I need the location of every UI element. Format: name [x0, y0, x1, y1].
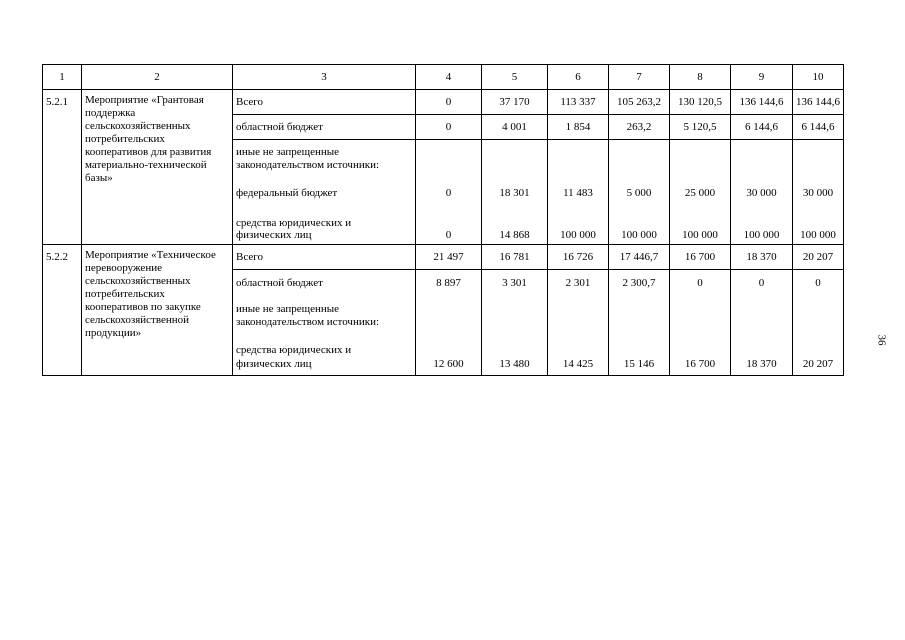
source-label: федеральный бюджет: [236, 187, 338, 199]
value-cell: 263,2: [609, 115, 670, 140]
header-cell: 9: [731, 65, 793, 90]
value-cell: 16 700: [684, 358, 716, 370]
value-cell: 2 300,7: [622, 277, 656, 289]
budget-table: [42, 64, 844, 376]
value-cell: 17 446,7: [609, 245, 670, 270]
value-cell: 0: [815, 277, 821, 289]
source-label: иные не запрещенные: [236, 303, 340, 315]
value-cell: 136 144,6: [731, 90, 793, 115]
value-cell: 0: [445, 229, 452, 241]
value-cell: 5 000: [626, 187, 652, 199]
value-cell: 21 497: [416, 245, 482, 270]
header-cell: 4: [416, 65, 482, 90]
page-number: 36: [875, 334, 888, 346]
value-cell: 0: [416, 115, 482, 140]
value-cell: 14 425: [562, 358, 594, 370]
header-cell: 7: [609, 65, 670, 90]
value-cell: 113 337: [548, 90, 609, 115]
value-cell: 2 301: [565, 277, 591, 289]
source-label: законодательством источники:: [236, 316, 380, 328]
value-cell: 16 726: [548, 245, 609, 270]
header-cell: 5: [482, 65, 548, 90]
value-cell: 6 144,6: [731, 115, 793, 140]
value-cell: 136 144,6: [793, 90, 844, 115]
header-cell: 10: [793, 65, 844, 90]
value-group-cell: [731, 270, 793, 376]
value-cell: 8 897: [436, 277, 461, 289]
value-cell: 20 207: [793, 245, 844, 270]
value-cell: 3 301: [502, 277, 527, 289]
row-code: 5.2.1: [43, 90, 82, 245]
value-cell: 100 000: [621, 229, 657, 241]
value-group-cell: [416, 140, 482, 245]
value-cell: 105 263,2: [609, 90, 670, 115]
value-cell: 25 000: [684, 187, 716, 199]
value-cell: 16 781: [482, 245, 548, 270]
value-cell: 11 483: [563, 187, 593, 199]
value-cell: 37 170: [482, 90, 548, 115]
header-cell: 3: [233, 65, 416, 90]
value-cell: 0: [697, 277, 703, 289]
value-cell: 1 854: [548, 115, 609, 140]
value-cell: 100 000: [800, 229, 836, 241]
value-group-cell: [482, 270, 548, 376]
value-cell: 130 120,5: [670, 90, 731, 115]
source-label: физических лиц: [236, 358, 312, 370]
value-cell: 30 000: [802, 187, 834, 199]
value-group-cell: [609, 270, 670, 376]
value-group-cell: [670, 140, 731, 245]
value-cell: 5 120,5: [670, 115, 731, 140]
source-label: физических лиц: [236, 229, 312, 241]
value-cell: 14 868: [499, 229, 530, 241]
value-cell: 20 207: [802, 358, 834, 370]
value-group-cell: [793, 270, 844, 376]
value-cell: 30 000: [746, 187, 777, 199]
header-cell: 8: [670, 65, 731, 90]
source-group-cell: [233, 140, 416, 245]
value-cell: 18 370: [746, 358, 777, 370]
source-label: средства юридических и: [236, 217, 352, 229]
value-group-cell: [670, 270, 731, 376]
value-cell: 0: [416, 90, 482, 115]
source-group-cell: [233, 270, 416, 376]
value-group-cell: [609, 140, 670, 245]
row-name: Мероприятие «Техническое перевооружение сельскохозяйственных потребительских кооперативов по закупке сельскохозяйственной продукции»: [82, 245, 233, 376]
source-label: законодательством источники:: [236, 159, 380, 171]
source-label: средства юридических и: [236, 344, 352, 356]
value-cell: 13 480: [499, 358, 530, 370]
header-cell: 2: [82, 65, 233, 90]
table-header-row: [43, 65, 844, 90]
value-group-cell: [416, 270, 482, 376]
value-cell: 0: [445, 187, 452, 199]
value-group-cell: [731, 140, 793, 245]
source-label: областной бюджет: [233, 115, 416, 140]
header-cell: 1: [43, 65, 82, 90]
value-cell: 12 600: [433, 358, 464, 370]
value-cell: 0: [758, 277, 765, 289]
source-label: областной бюджет: [236, 277, 323, 289]
row-name: Мероприятие «Грантовая поддержка сельскохозяйственных потребительских кооперативов для развития материально-технической базы»: [82, 90, 233, 245]
source-label: Всего: [233, 245, 416, 270]
source-label: Всего: [233, 90, 416, 115]
value-cell: 100 000: [560, 229, 596, 241]
value-group-cell: [482, 140, 548, 245]
table-row: [43, 90, 844, 115]
value-group-cell: [548, 270, 609, 376]
value-group-cell: [548, 140, 609, 245]
value-cell: 16 700: [670, 245, 731, 270]
value-cell: 6 144,6: [793, 115, 844, 140]
value-cell: 15 146: [623, 358, 655, 370]
value-cell: 4 001: [482, 115, 548, 140]
header-cell: 6: [548, 65, 609, 90]
row-code: 5.2.2: [43, 245, 82, 376]
value-cell: 100 000: [682, 229, 718, 241]
value-cell: 18 301: [499, 187, 530, 199]
source-label: иные не запрещенные: [236, 146, 340, 158]
value-cell: 18 370: [731, 245, 793, 270]
table-row: [43, 245, 844, 270]
value-group-cell: [793, 140, 844, 245]
value-cell: 100 000: [743, 229, 780, 241]
